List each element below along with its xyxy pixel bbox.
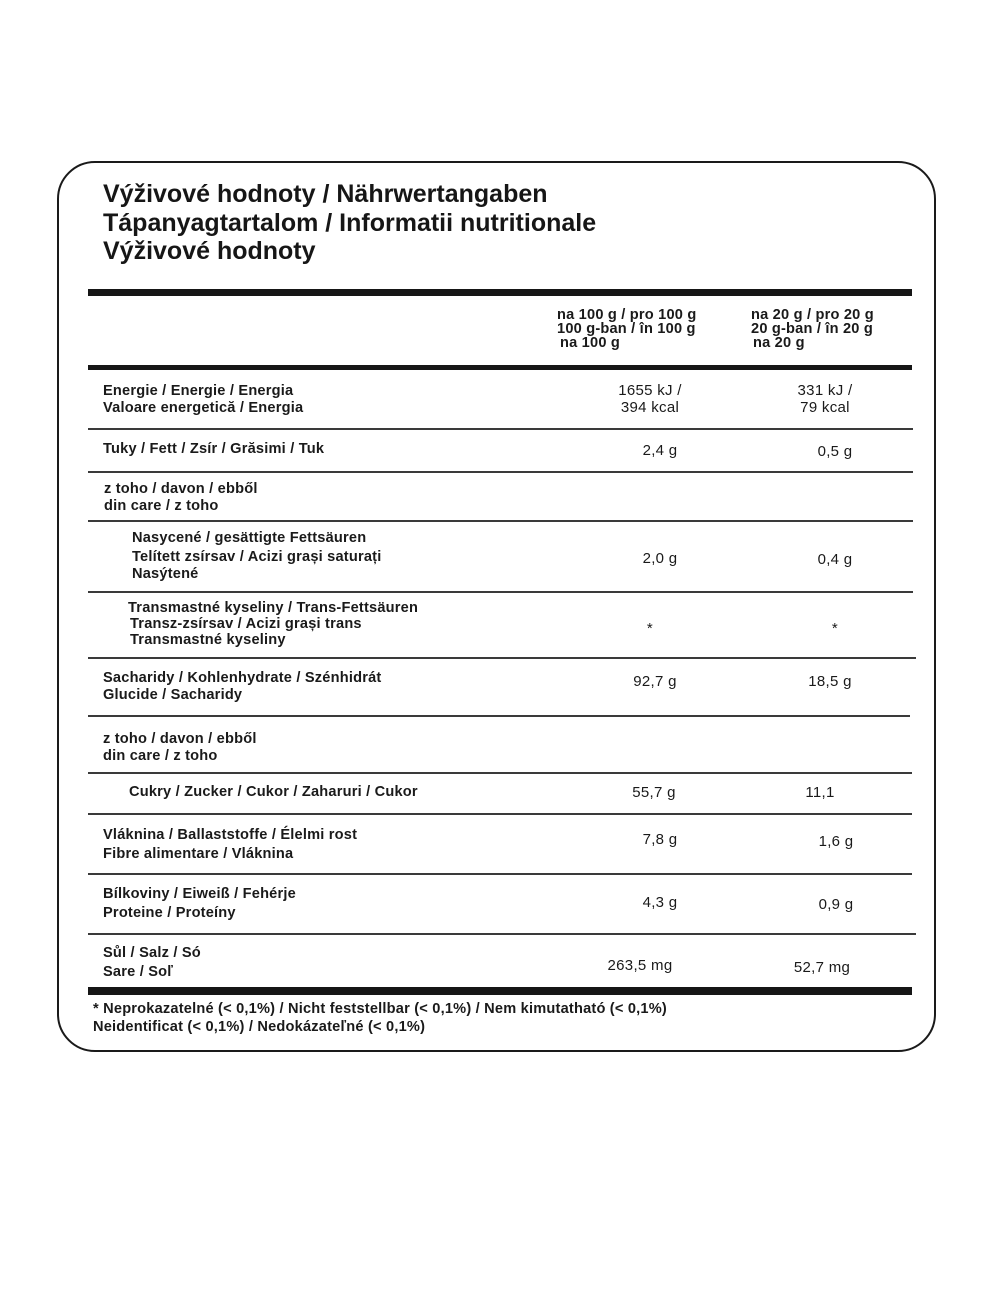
row-divider xyxy=(88,520,913,522)
nutrition-title xyxy=(103,180,596,266)
row-divider xyxy=(88,873,912,875)
row-protein-per-20g: 0,9 g xyxy=(818,896,854,913)
row-divider xyxy=(88,813,912,815)
row-sugars-per-20g: 11,1 xyxy=(805,784,835,801)
row-divider xyxy=(88,591,913,593)
row-fibre-per-20g: 1,6 g xyxy=(818,833,854,850)
row-energy-per-20g: 331 kJ / 79 kcal xyxy=(797,382,853,416)
row-sugars-label: Cukry / Zucker / Cukor / Zaharuri / Cukor xyxy=(129,784,418,800)
header-per-20g: na 20 g / pro 20 g 20 g-ban / în 20 g na 20 g xyxy=(751,307,874,351)
row-fat-per-100g: 2,4 g xyxy=(642,442,678,459)
row-energy-label: Energie / Energie / Energia Valoare energetică / Energia xyxy=(103,383,304,416)
footnote xyxy=(93,1000,667,1036)
header-per-100g: na 100 g / pro 100 g 100 g-ban / în 100 g na 100 g xyxy=(557,307,697,351)
row-fat-per-20g: 0,5 g xyxy=(817,443,853,460)
row-salt-per-20g: 52,7 mg xyxy=(793,959,851,976)
table-bottom-rule xyxy=(88,987,912,995)
row-protein-per-100g: 4,3 g xyxy=(642,894,678,911)
header-bottom-rule xyxy=(88,365,912,370)
row-carbs-per-100g: 92,7 g xyxy=(633,673,677,690)
row-salt-label: Sůl / Salz / Só Sare / Soľ xyxy=(103,945,201,980)
row-fibre-label: Vláknina / Ballaststoffe / Élelmi rost Fibre alimentare / Vláknina xyxy=(103,827,358,862)
row-divider xyxy=(88,428,913,430)
title-line-1: Výživové hodnoty / Nährwertangaben xyxy=(103,180,548,208)
footnote-line-2: Neidentificat (< 0,1%) / Nedokázateľné (< 0,1%) xyxy=(93,1019,426,1035)
row-trans-label: Transmastné kyseliny / Trans-Fettsäuren Transz-zsírsav / Acizi grași trans Transmastné kyseliny xyxy=(128,600,419,648)
title-line-3: Výživové hodnoty xyxy=(103,237,316,265)
row-carbs-label: Sacharidy / Kohlenhydrate / Szénhidrát Glucide / Sacharidy xyxy=(103,670,382,703)
row-divider xyxy=(88,933,916,935)
row-protein-label: Bílkoviny / Eiweiß / Fehérje Proteine / Proteíny xyxy=(103,886,296,921)
row-of-which-fat-label: z toho / davon / ebből din care / z toho xyxy=(104,481,258,514)
row-carbs-per-20g: 18,5 g xyxy=(808,673,852,690)
row-trans-per-100g: * xyxy=(646,620,654,637)
row-sugars-per-100g: 55,7 g xyxy=(632,784,676,801)
row-fat-label: Tuky / Fett / Zsír / Grăsimi / Tuk xyxy=(103,441,325,457)
row-divider xyxy=(88,772,912,774)
row-trans-per-20g: * xyxy=(831,620,839,637)
row-divider xyxy=(88,471,913,473)
row-salt-per-100g: 263,5 mg xyxy=(607,957,673,974)
footnote-line-1: * Neprokazatelné (< 0,1%) / Nicht feststellbar (< 0,1%) / Nem kimutatható (< 0,1%) xyxy=(93,1001,667,1017)
row-saturated-per-100g: 2,0 g xyxy=(642,550,678,567)
row-of-which-carbs-label: z toho / davon / ebből din care / z toho xyxy=(103,731,257,764)
title-line-2: Tápanyagtartalom / Informatii nutritionale xyxy=(103,208,597,237)
row-saturated-per-20g: 0,4 g xyxy=(817,551,853,568)
table-top-rule xyxy=(88,289,912,296)
row-energy-per-100g: 1655 kJ / 394 kcal xyxy=(618,382,682,416)
row-saturated-label: Nasycené / gesättigte Fettsäuren Telített zsírsav / Acizi grași saturați Nasýtené xyxy=(132,530,382,582)
row-divider xyxy=(88,657,916,659)
row-divider xyxy=(88,715,910,717)
row-fibre-per-100g: 7,8 g xyxy=(642,831,678,848)
